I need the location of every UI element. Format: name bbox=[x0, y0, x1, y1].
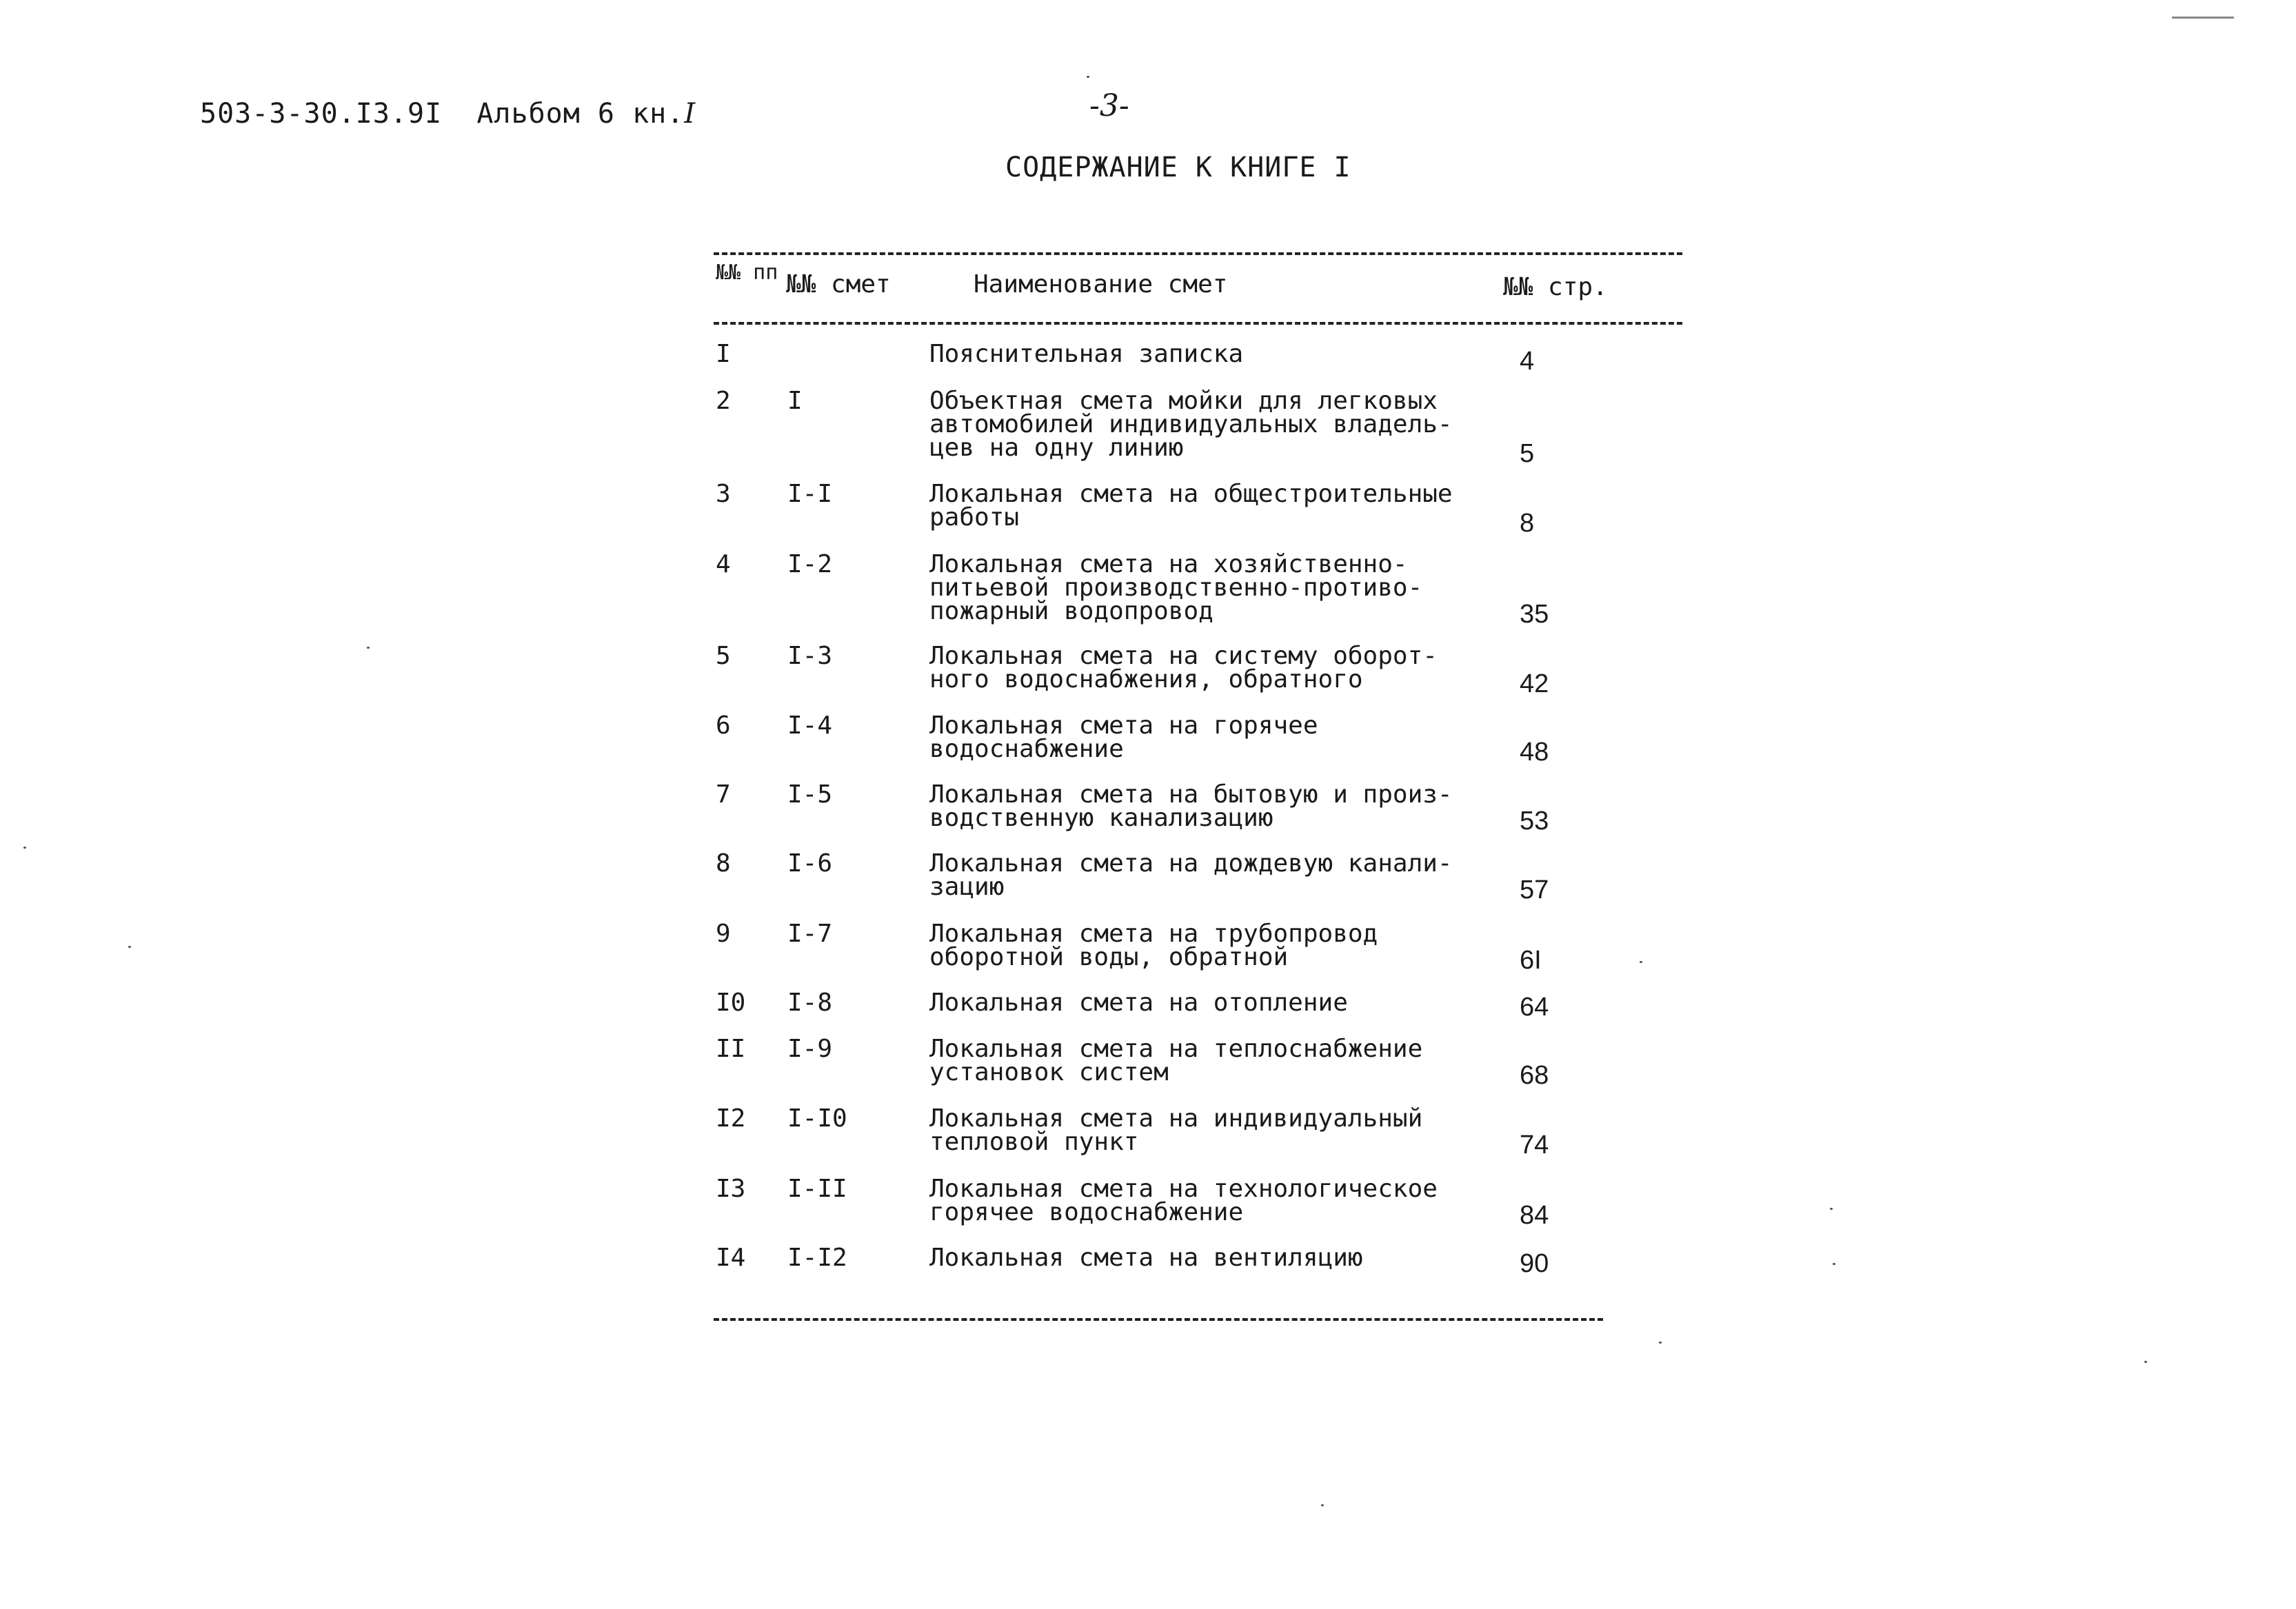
row-number: I2 bbox=[716, 1104, 746, 1133]
row-number: 2 bbox=[716, 387, 731, 415]
row-page-number: 8 bbox=[1520, 509, 1535, 538]
row-estimate-number: I-2 bbox=[787, 550, 833, 578]
row-number: 7 bbox=[716, 780, 731, 809]
row-number: I3 bbox=[716, 1175, 746, 1203]
scan-speck bbox=[128, 946, 131, 948]
row-page-number: 74 bbox=[1520, 1131, 1549, 1160]
table-bottom-rule bbox=[714, 1318, 1603, 1321]
scan-mark bbox=[2172, 17, 2234, 19]
row-estimate-number: I-I2 bbox=[787, 1244, 847, 1272]
row-page-number: 84 bbox=[1520, 1201, 1549, 1230]
row-estimate-name: Локальная смета на вентиляцию bbox=[929, 1244, 1363, 1272]
row-page-number: 48 bbox=[1520, 738, 1549, 767]
row-number: 3 bbox=[716, 480, 731, 508]
table-header-rule bbox=[714, 322, 1682, 325]
row-estimate-number: I-II bbox=[787, 1175, 847, 1203]
row-estimate-number: I-3 bbox=[787, 642, 833, 670]
row-number: 5 bbox=[716, 642, 731, 670]
album-book-number: I bbox=[684, 98, 696, 130]
row-number: I0 bbox=[716, 989, 746, 1017]
table-top-rule bbox=[714, 252, 1682, 255]
row-estimate-name: Локальная смета на отопление bbox=[929, 989, 1348, 1017]
header-name: Наименование смет bbox=[974, 270, 1228, 298]
header-page: №№ стр. bbox=[1503, 273, 1608, 301]
row-page-number: 90 bbox=[1520, 1249, 1549, 1278]
row-page-number: 64 bbox=[1520, 993, 1549, 1022]
scan-speck bbox=[1640, 961, 1642, 963]
row-page-number: 57 bbox=[1520, 876, 1549, 904]
row-estimate-name: Локальная смета на систему оборот- ного водоснабжения, обратного bbox=[929, 642, 1438, 694]
row-estimate-number: I bbox=[787, 387, 803, 415]
header-smet: №№ смет bbox=[786, 270, 891, 298]
row-estimate-number: I-I bbox=[787, 480, 833, 508]
row-estimate-name: Локальная смета на трубопровод оборотной воды, обратной bbox=[929, 920, 1378, 971]
row-estimate-number: I-5 bbox=[787, 780, 833, 809]
page-number: -3- bbox=[1089, 88, 1129, 123]
row-estimate-number: I-4 bbox=[787, 711, 833, 740]
row-estimate-number: I-8 bbox=[787, 989, 833, 1017]
row-page-number: 53 bbox=[1520, 807, 1549, 836]
row-page-number: 6I bbox=[1520, 946, 1542, 975]
row-estimate-name: Локальная смета на бытовую и произ- водственную канализацию bbox=[929, 780, 1453, 832]
row-page-number: 4 bbox=[1520, 347, 1535, 376]
scan-speck bbox=[367, 647, 370, 649]
row-estimate-name: Локальная смета на дождевую канали- зацию bbox=[929, 849, 1453, 901]
scan-speck bbox=[1833, 1263, 1835, 1265]
table-header bbox=[0, 261, 2296, 316]
row-estimate-name: Локальная смета на хозяйственно- питьевой производственно-противо- пожарный водопровод bbox=[929, 550, 1423, 625]
header-pp: №№ пп bbox=[716, 261, 778, 285]
row-estimate-name: Локальная смета на технологическое горячее водоснабжение bbox=[929, 1175, 1438, 1226]
scan-speck bbox=[1321, 1504, 1324, 1506]
scan-speck bbox=[1087, 76, 1089, 78]
row-page-number: 5 bbox=[1520, 439, 1535, 468]
row-page-number: 42 bbox=[1520, 669, 1549, 698]
row-number: 6 bbox=[716, 711, 731, 740]
row-number: 9 bbox=[716, 920, 731, 948]
row-estimate-name: Локальная смета на горячее водоснабжение bbox=[929, 711, 1318, 763]
row-estimate-name: Пояснительная записка bbox=[929, 340, 1244, 368]
row-number: 8 bbox=[716, 849, 731, 878]
row-estimate-number: I-9 bbox=[787, 1035, 833, 1063]
row-number: I4 bbox=[716, 1244, 746, 1272]
row-estimate-name: Локальная смета на общестроительные работы bbox=[929, 480, 1453, 532]
row-number: II bbox=[716, 1035, 746, 1063]
row-estimate-name: Локальная смета на теплоснабжение установок систем bbox=[929, 1035, 1423, 1086]
album-label: Альбом 6 кн. bbox=[476, 98, 685, 130]
row-estimate-name: Объектная смета мойки для легковых автомобилей индивидуальных владель- цев на одну линию bbox=[929, 387, 1453, 462]
document-code-number: 503-3-30.I3.9I bbox=[200, 98, 443, 130]
row-number: 4 bbox=[716, 550, 731, 578]
row-estimate-number: I-6 bbox=[787, 849, 833, 878]
scan-speck bbox=[1659, 1342, 1662, 1344]
row-estimate-number: I-I0 bbox=[787, 1104, 847, 1133]
scan-speck bbox=[23, 847, 26, 849]
row-page-number: 35 bbox=[1520, 600, 1549, 629]
scan-speck bbox=[2144, 1361, 2147, 1363]
row-estimate-number: I-7 bbox=[787, 920, 833, 948]
document-code bbox=[200, 98, 696, 130]
scan-speck bbox=[1830, 1208, 1833, 1210]
row-estimate-name: Локальная смета на индивидуальный тепловой пункт bbox=[929, 1104, 1423, 1156]
toc-title: СОДЕРЖАНИЕ К КНИГЕ I bbox=[1005, 152, 1351, 183]
row-page-number: 68 bbox=[1520, 1061, 1549, 1090]
row-number: I bbox=[716, 340, 731, 368]
